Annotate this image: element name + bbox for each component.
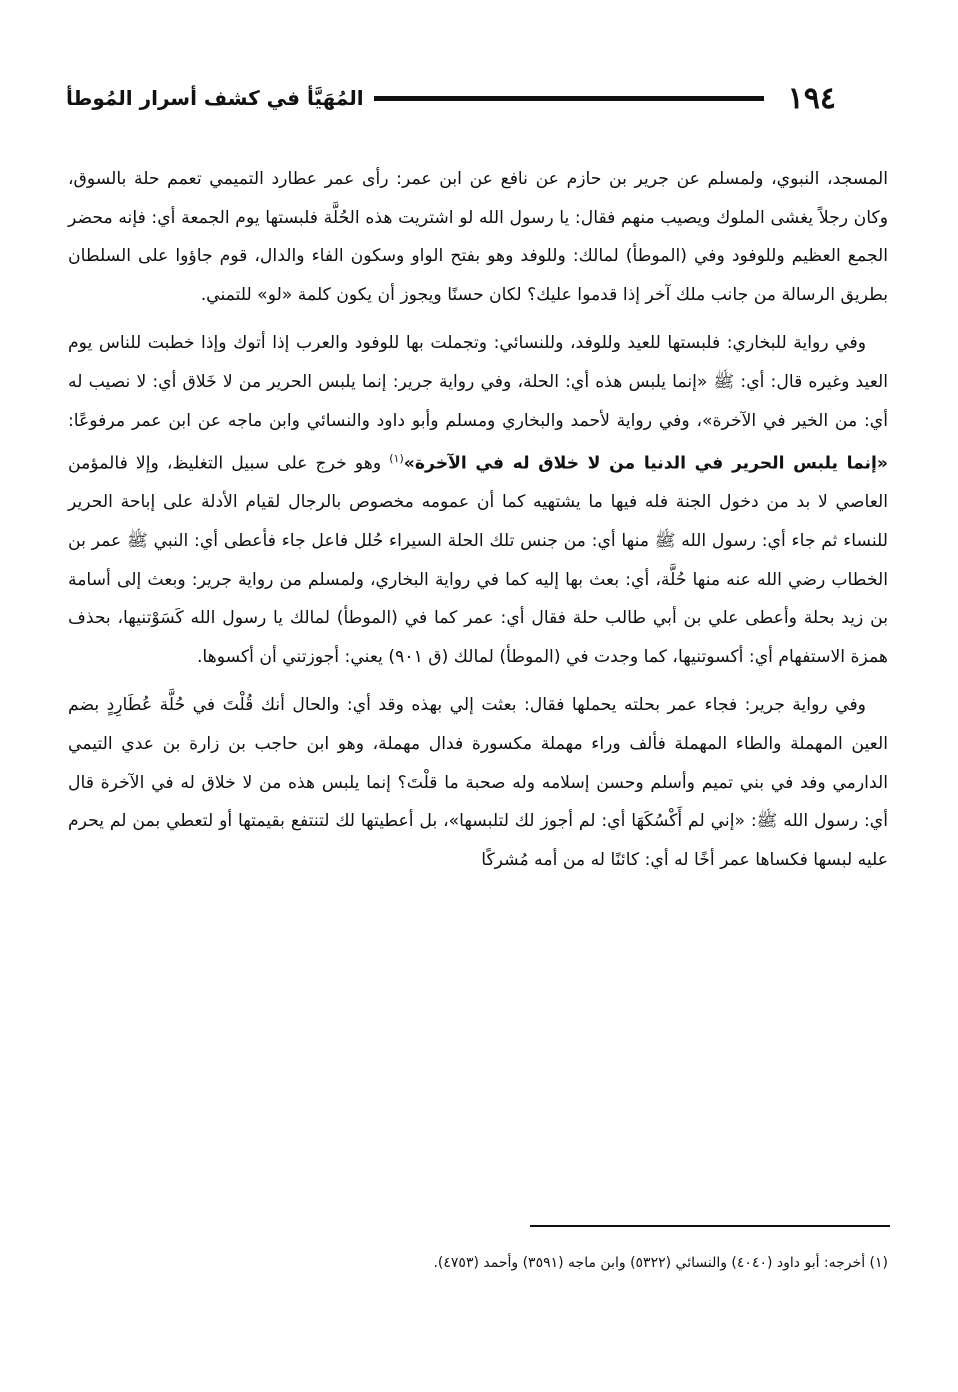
footnote: (١) أخرجه: أبو داود (٤٠٤٠) والنسائي (٥٣٢٢) وابن ماجه (٣٥٩١) وأحمد (٤٧٥٣). xyxy=(433,1255,888,1271)
header-rule xyxy=(374,96,764,101)
book-title: المُهَيَّأ في كشف أسرار المُوطأ xyxy=(66,86,364,110)
page-number: ١٩٤ xyxy=(787,80,836,116)
paragraph-3: وفي رواية جرير: فجاء عمر بحلته يحملها فقال: بعثت إلي بهذه وقد أي: والحال أنك قُلْتَ في حُلَّة عُطَارِدٍ بضم العين المهملة والطاء المهملة فألف وراء مهملة مكسورة فدال مهملة، وهو ابن حاجب بن زارة بن عدي التيمي الدارمي وفد في بني تميم وأسلم وحسن إسلامه وله صحبة ما قلْتَ؟ إنما يلبس هذه من لا خلاق له في الآخرة قال أي: رسول الله ﷺ: «إني لم أَكْسُكَهَا أي: لم أجوز لك لتلبسها»، بل أعطيتها لك لتنتفع بقيمتها أو لتعطي بمن لم يحرم عليه لبسها فكساها عمر أخًا له أي: كائنًا له من أمه مُشركًا xyxy=(68,695,888,870)
paragraph-2-text-b: وهو خرج على سبيل التغليظ، وإلا فالمؤمن العاصي لا بد من دخول الجنة فله فيها ما يشتهيه كما أن عمومه مخصوص بالرجال لقيام الأدلة على إباحة الحرير للنساء ثم جاء أي: رسول الله ﷺ منها أي: من جنس تلك الحلة السيراء حُلل فاعل جاء فأعطى أي: النبي ﷺ عمر بن الخطاب رضي الله عنه منها حُلَّة، أي: بعث بها إليه كما في رواية البخاري، ولمسلم من رواية جرير: وبعث إلى أسامة بن زيد بحلة وأعطى علي بن أبي طالب حلة فقال أي: عمر كما في (الموطأ) لمالك يا رسول الله كَسَوْتنيها، بحذف همزة الاستفهام أي: أكسوتنيها، كما وجدت في (الموطأ) لمالك (ق ٩٠١) يعني: أجوزتني أن أكسوها. xyxy=(68,453,888,667)
footnote-divider xyxy=(530,1225,890,1227)
main-text xyxy=(68,160,888,889)
page-header xyxy=(66,78,836,118)
paragraph-2-text-a: وفي رواية للبخاري: فلبستها للعيد وللوفد، وللنسائي: وتجملت بها للوفود والعرب إذا أتوك وإذا خطبت للناس يوم العيد وغيره قال: أي: ﷺ «إنما يلبس هذه أي: الحلة، وفي رواية جرير: إنما يلبس الحرير من لا خَلاق أي: لا نصيب له أي: من الخير في الآخرة»، وفي رواية لأحمد والبخاري ومسلم وأبو داود والنسائي وابن ماجه عن ابن عمر مرفوعًا: xyxy=(68,333,888,431)
hadith-quote: «إنما يلبس الحرير في الدنيا من لا خلاق له في الآخرة» xyxy=(403,453,888,474)
paragraph-2 xyxy=(68,324,888,676)
footnote-ref: (١) xyxy=(389,452,404,466)
paragraph-1: المسجد، النبوي، ولمسلم عن جرير بن حازم عن نافع عن ابن عمر: رأى عمر عطارد التميمي تعمم حلة بالسوق، وكان رجلاً يغشى الملوك ويصيب منهم فقال: يا رسول الله لو اشتريت هذه الحُلَّة فلبستها يوم الجمعة أي: فإنه محضر الجمع العظيم وللوفود وفي (الموطأ) لمالك: وللوفد وهو بفتح الواو وسكون الفاء والدال، قوم جاؤوا على السلطان بطريق الرسالة من جانب ملك آخر إذا قدموا عليك؟ لكان حسنًا ويجوز أن يكون كلمة «لو» للتمني. xyxy=(68,169,888,305)
